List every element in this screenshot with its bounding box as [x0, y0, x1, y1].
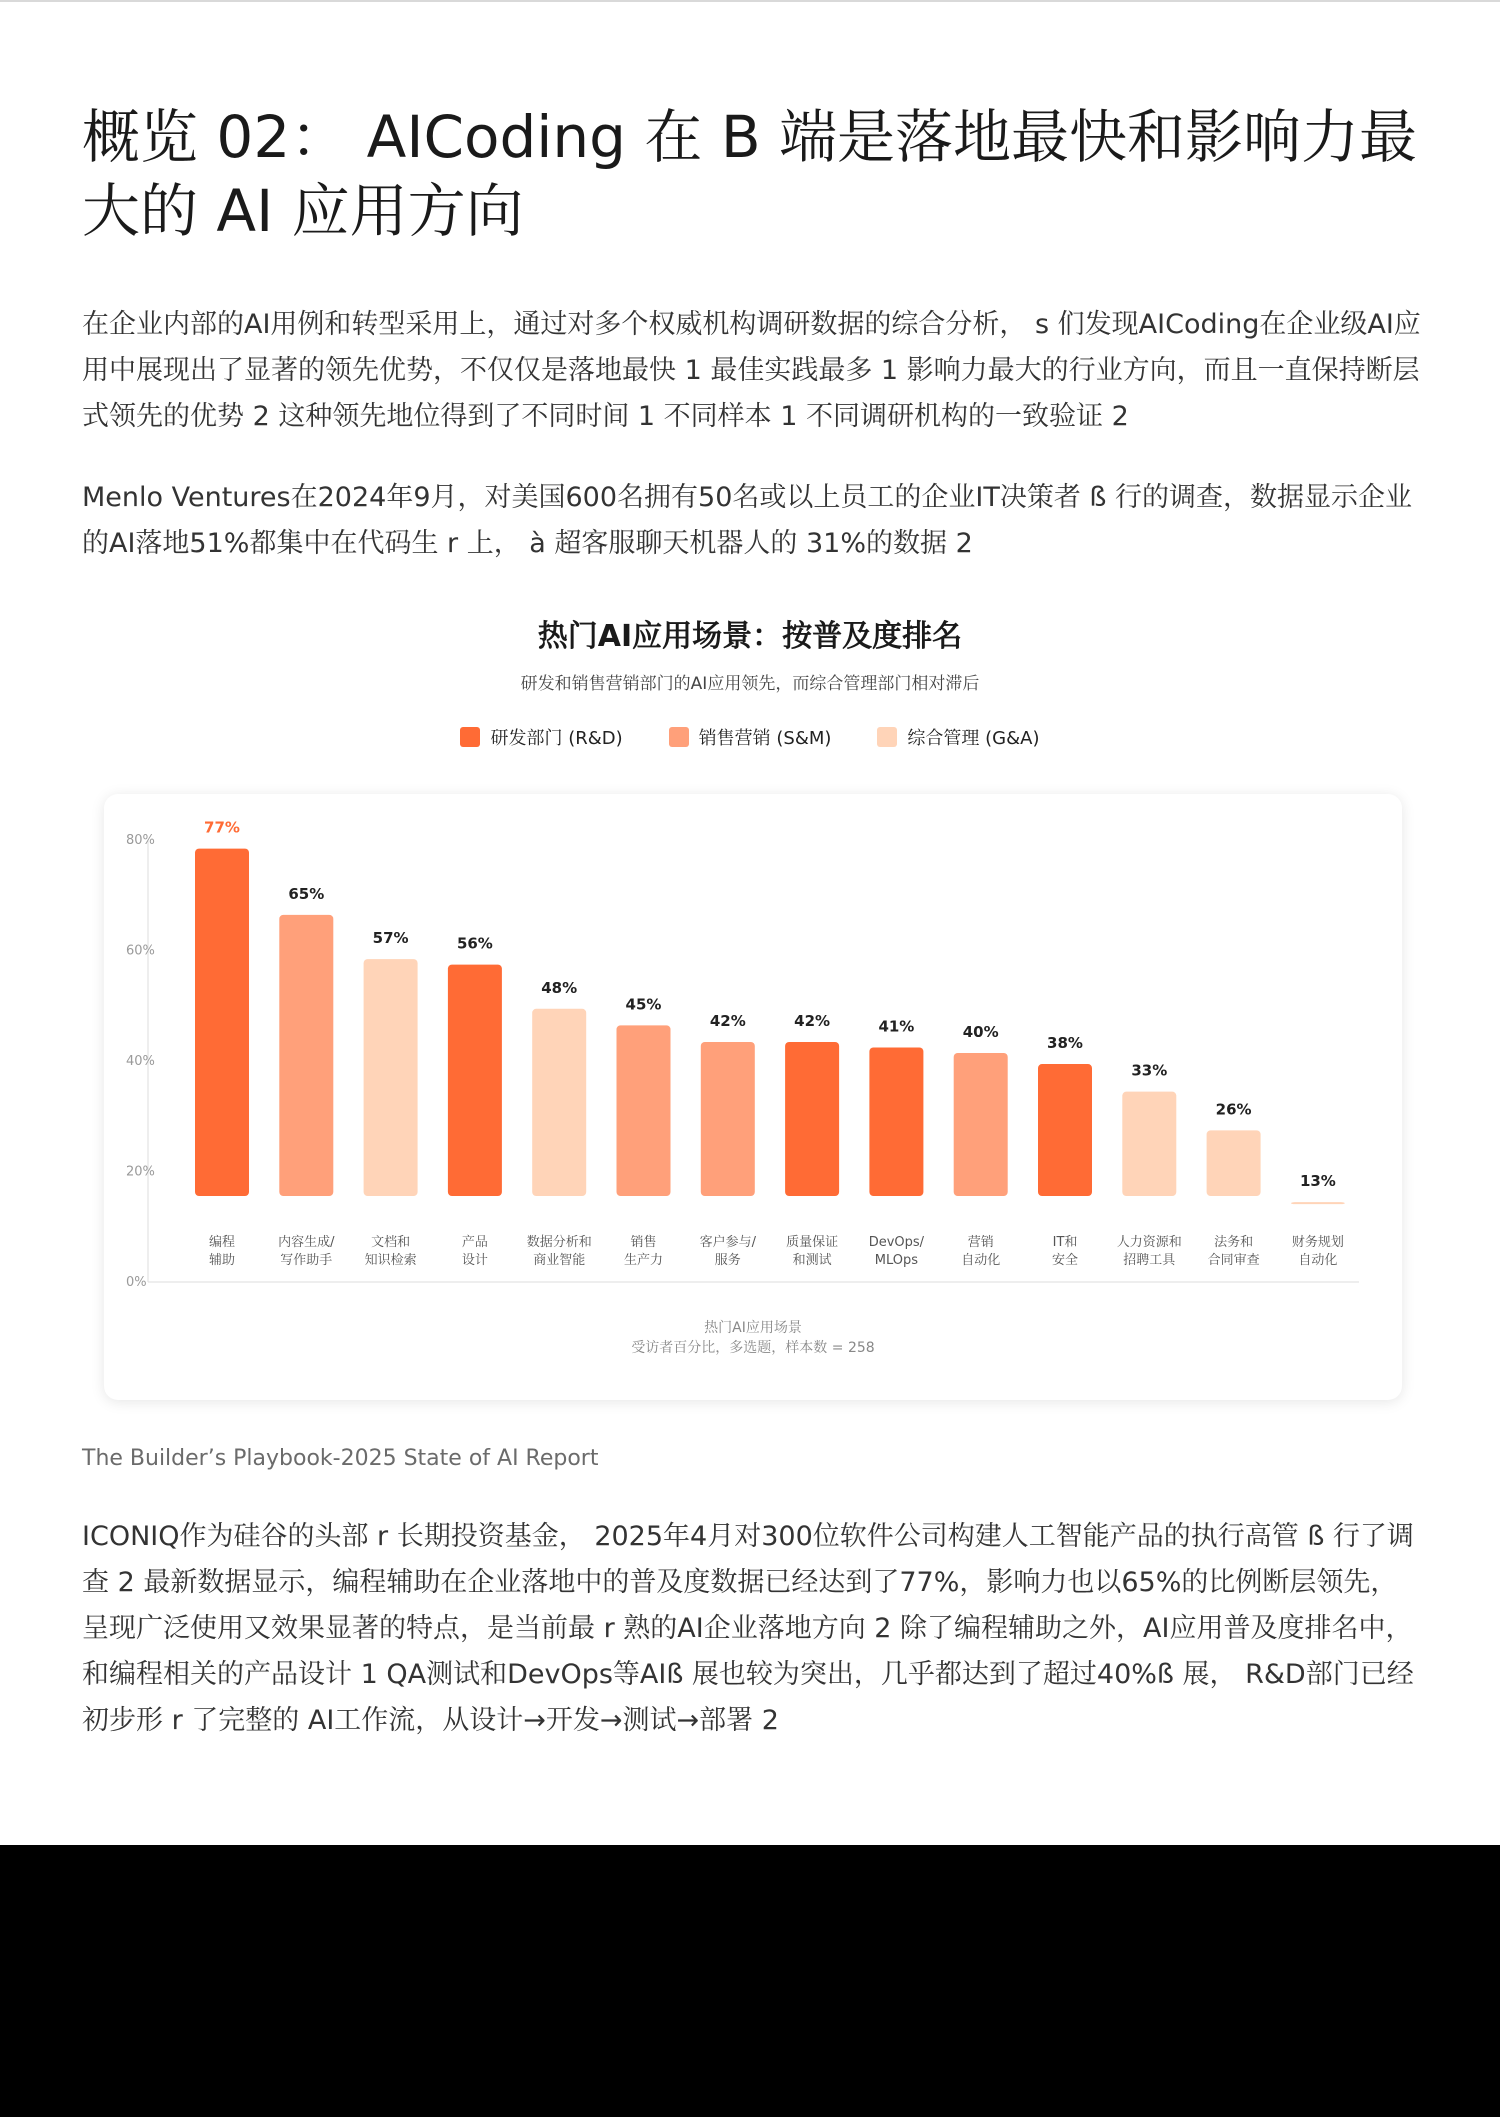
category-label: 数据分析和 [526, 1235, 592, 1250]
bar-value-label: 13% [1299, 1172, 1336, 1191]
legend-item-rd [460, 724, 622, 750]
bar-value-label: 48% [541, 978, 578, 997]
legend-swatch-rd [460, 727, 480, 747]
category-label: 和测试 [792, 1253, 832, 1268]
legend-swatch-ga [877, 727, 897, 747]
y-tick-label: 0% [126, 1275, 147, 1290]
paragraph-menlo: Menlo Ventures在2024年9月，对美国600名拥有50名或以上员工的企业IT决策者 ß 行的调查，数据显示企业的AI落地51%都集中在代码生 r 上， à 超客服聊天机器人的 31%的数据 2 [82, 482, 1413, 559]
category-label: 商业智能 [533, 1253, 586, 1268]
bar-value-label: 41% [878, 1017, 915, 1036]
bar-5 [532, 1009, 586, 1196]
category-label: IT和 [1052, 1235, 1078, 1250]
legend-item-ga [877, 724, 1039, 750]
bar-8 [785, 1042, 839, 1196]
category-label: 招聘工具 [1123, 1253, 1176, 1268]
bar-value-label: 42% [709, 1011, 746, 1030]
bar-10 [954, 1053, 1008, 1196]
bar-4 [448, 965, 502, 1196]
chart-legend [0, 724, 1500, 750]
category-label: 法务和 [1214, 1235, 1254, 1250]
category-label: 营销 [967, 1235, 994, 1250]
bar-6 [617, 1025, 671, 1196]
category-label: 自动化 [961, 1253, 1001, 1268]
chart-title: 热门AI应用场景：按普及度排名 [537, 619, 963, 654]
category-label: 财务规划 [1291, 1235, 1344, 1250]
bar-13 [1207, 1130, 1261, 1196]
category-label: 销售 [630, 1235, 657, 1250]
bar-value-label: 45% [625, 995, 662, 1014]
chart-card [104, 794, 1402, 1400]
legend-label-rd: 研发部门 (R&D) [490, 728, 623, 749]
category-label: DevOps/ [868, 1235, 925, 1250]
bar-value-label: 40% [962, 1023, 999, 1041]
bar-chart [104, 794, 1402, 1400]
category-label: 知识检索 [364, 1253, 417, 1268]
category-label: 客户参与/ [699, 1235, 756, 1250]
category-label: 设计 [461, 1253, 488, 1268]
y-tick-label: 40% [126, 1054, 155, 1069]
category-label: 辅助 [208, 1253, 236, 1268]
category-label: 产品 [461, 1235, 488, 1250]
bar-value-label: 26% [1215, 1100, 1252, 1119]
bar-value-label: 77% [204, 818, 240, 837]
bar-2 [279, 915, 333, 1196]
paragraph-intro: 在企业内部的AI用例和转型采用上，通过对多个权威机构调研数据的综合分析， s 们发现AICoding在企业级AI应用中展现出了显著的领先优势，不仅仅是落地最快 1 最佳实践最多 1 影响力最大的行业方向，而且一直保持断层式领先的优势 2 这种领先地位得到了不同时间 1 不同样本 1 不同调研机构的一致验证 2 [82, 309, 1421, 432]
category-label: 生产力 [623, 1253, 664, 1268]
bar-value-label: 33% [1131, 1061, 1168, 1080]
legend-swatch-sm [669, 727, 689, 747]
category-label: 内容生成/ [278, 1235, 335, 1250]
bar-value-label: 57% [372, 929, 409, 948]
bar-1 [195, 849, 249, 1196]
bar-value-label: 38% [1047, 1034, 1083, 1053]
x-axis-title: 热门AI应用场景 [704, 1320, 802, 1336]
top-divider [0, 0, 1500, 2]
bar-value-label: 65% [288, 884, 325, 903]
chart-subtitle: 研发和销售营销部门的AI应用领先，而综合管理部门相对滞后 [520, 674, 980, 694]
category-label: MLOps [874, 1253, 919, 1268]
category-label: 编程 [208, 1235, 236, 1250]
y-tick-label: 80% [126, 833, 155, 848]
bar-value-label: 56% [456, 934, 493, 953]
bar-7 [701, 1042, 755, 1196]
y-tick-label: 60% [126, 943, 155, 959]
bar-14 [1291, 1202, 1345, 1204]
category-label: 安全 [1051, 1253, 1079, 1268]
y-tick-label: 20% [126, 1164, 155, 1180]
bar-11 [1038, 1064, 1092, 1196]
bar-9 [869, 1047, 923, 1196]
chart-header [0, 615, 1500, 750]
source-caption: The Builder’s Playbook-2025 State of AI Report [82, 1446, 599, 1471]
category-label: 质量保证 [786, 1235, 839, 1250]
bar-3 [364, 959, 418, 1196]
category-label: 自动化 [1298, 1253, 1338, 1268]
page-title: 概览 02： AICoding 在 B 端是落地最快和影响力最大的 AI 应用方向 [82, 103, 1418, 245]
legend-item-sm [669, 724, 832, 750]
category-label: 人力资源和 [1116, 1235, 1182, 1250]
chart-footnote: 受访者百分比，多选题，样本数 = 258 [631, 1340, 875, 1356]
category-label: 合同审查 [1207, 1253, 1260, 1268]
category-label: 写作助手 [280, 1253, 333, 1268]
category-label: 文档和 [371, 1235, 411, 1250]
legend-label-ga: 综合管理 (G&A) [907, 728, 1040, 749]
bar-12 [1122, 1092, 1176, 1196]
legend-label-sm: 销售营销 (S&M) [698, 728, 832, 749]
paragraph-iconiq: ICONIQ作为硅谷的头部 r 长期投资基金， 2025年4月对300位软件公司构建人工智能产品的执行高管 ß 行了调查 2 最新数据显示，编程辅助在企业落地中的普及度数据已经达到了77%，影响力也以65%的比例断层领先，呈现广泛使用又效果显著的特点，是当前最 r 熟的AI企业落地方向 2 除了编程辅助之外，AI应用普及度排名中，和编程相关的产品设计 1 QA测试和DevOps等AIß 展也较为突出，几乎都达到了超过40%ß 展， R&D部门已经初步形 r 了完整的 AI工作流，从设计→开发→测试→部署 2 [82, 1521, 1414, 1736]
page-bottom-area [0, 1845, 1500, 2117]
category-label: 服务 [714, 1253, 741, 1268]
bar-value-label: 42% [794, 1011, 831, 1030]
